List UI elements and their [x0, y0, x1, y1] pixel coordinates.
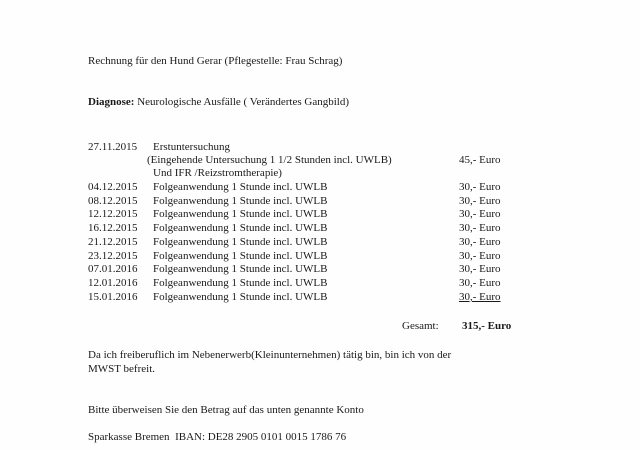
bank-iban: IBAN: DE28 2905 0101 0015 1786 76 [175, 431, 347, 443]
entry-date: 21.12.2015 [88, 236, 138, 248]
bank-line [88, 432, 346, 443]
entry-date: 15.01.2016 [88, 291, 138, 303]
entry-description: Folgeanwendung 1 Stunde incl. UWLB [153, 277, 328, 289]
first-entry-line1: Erstuntersuchung [153, 141, 230, 153]
vat-note-line2: MWST befreit. [88, 363, 156, 375]
entry-description: Folgeanwendung 1 Stunde incl. UWLB [153, 250, 328, 262]
first-entry-amount: 45,- Euro [459, 154, 501, 166]
entry-date: 08.12.2015 [88, 195, 138, 207]
entry-amount: 30,- Euro [459, 263, 501, 275]
entry-date: 23.12.2015 [88, 250, 138, 262]
entry-date: 07.01.2016 [88, 263, 138, 275]
entry-description: Folgeanwendung 1 Stunde incl. UWLB [153, 263, 328, 275]
entry-description: Folgeanwendung 1 Stunde incl. UWLB [153, 236, 328, 248]
diagnosis-label: Diagnose: [88, 96, 135, 108]
first-entry-date: 27.11.2015 [88, 141, 138, 153]
payment-request: Bitte überweisen Sie den Betrag auf das unten genannte Konto [88, 404, 364, 416]
entry-amount: 30,- Euro [459, 222, 501, 234]
diagnosis-text: Neurologische Ausfälle ( Verändertes Gangbild) [137, 96, 349, 108]
invoice-title: Rechnung für den Hund Gerar (Pflegestelle: Frau Schrag) [88, 55, 343, 67]
vat-note-line1: Da ich freiberuflich im Nebenerwerb(Kleinunternehmen) tätig bin, bin ich von der [88, 349, 452, 361]
entry-date: 12.12.2015 [88, 208, 138, 220]
diagnosis-line [88, 97, 349, 108]
entry-amount: 30,- Euro [459, 195, 501, 207]
first-entry-line3: Und IFR /Reizstromtherapie) [153, 167, 282, 179]
entry-amount: 30,- Euro [459, 250, 501, 262]
entry-amount: 30,- Euro [459, 208, 501, 220]
bank-name: Sparkasse Bremen [88, 431, 170, 443]
entry-description: Folgeanwendung 1 Stunde incl. UWLB [153, 181, 328, 193]
entry-description: Folgeanwendung 1 Stunde incl. UWLB [153, 195, 328, 207]
entry-description: Folgeanwendung 1 Stunde incl. UWLB [153, 208, 328, 220]
entry-date: 12.01.2016 [88, 277, 138, 289]
entry-date: 04.12.2015 [88, 181, 138, 193]
entry-description: Folgeanwendung 1 Stunde incl. UWLB [153, 291, 328, 303]
entry-amount: 30,- Euro [459, 236, 501, 248]
entry-description: Folgeanwendung 1 Stunde incl. UWLB [153, 222, 328, 234]
entry-amount: 30,- Euro [459, 277, 501, 289]
first-entry-line2: (Eingehende Untersuchung 1 1/2 Stunden incl. UWLB) [147, 154, 392, 166]
total-label: Gesamt: [402, 320, 439, 332]
total-amount: 315,- Euro [462, 320, 512, 332]
entry-amount: 30,- Euro [459, 291, 501, 303]
entry-date: 16.12.2015 [88, 222, 138, 234]
entry-amount: 30,- Euro [459, 181, 501, 193]
